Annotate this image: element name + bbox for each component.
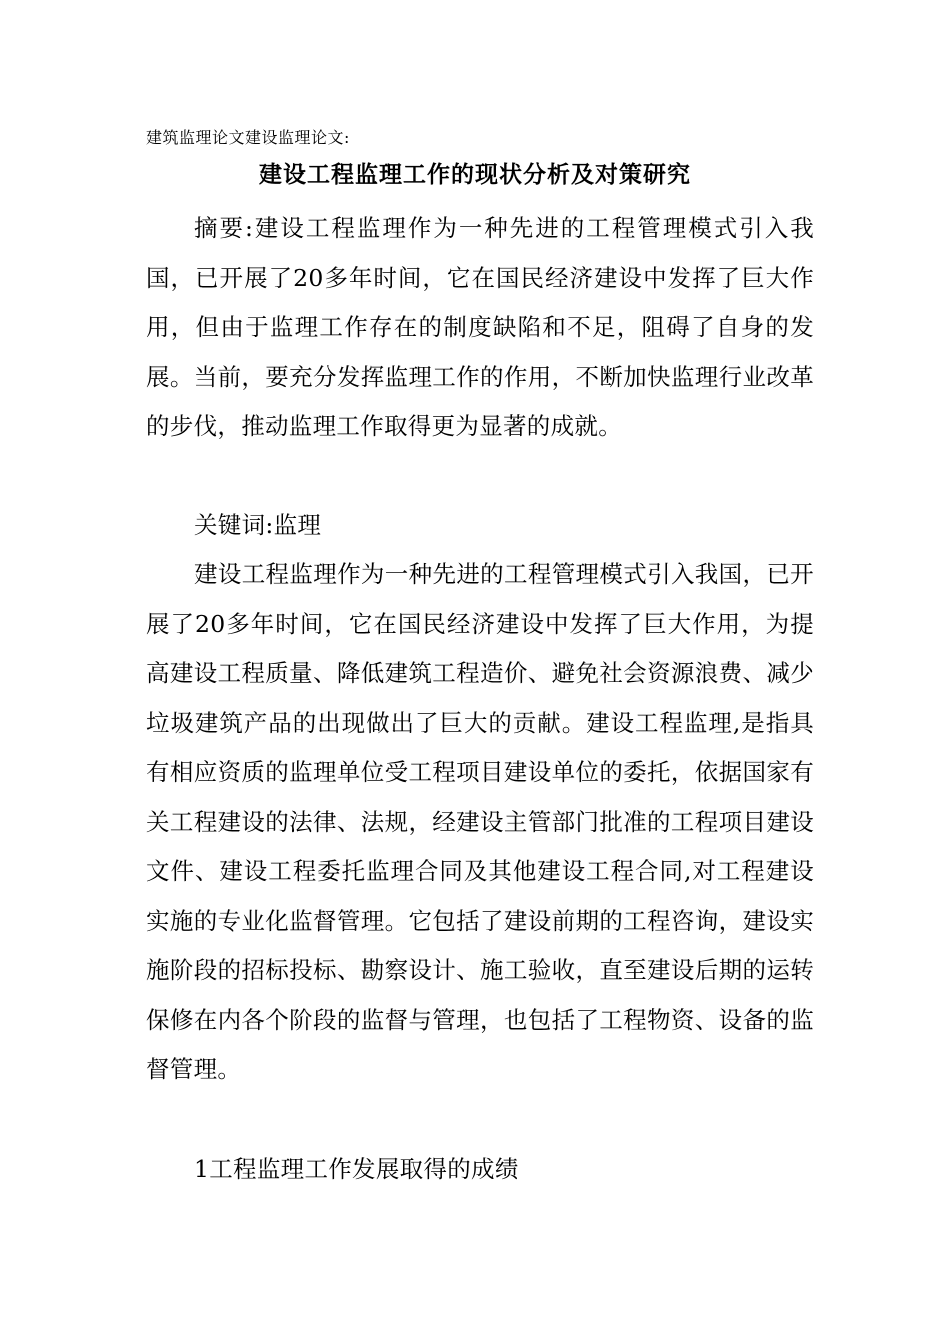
body-paragraph: 建设工程监理作为一种先进的工程管理模式引入我国，已开展了20多年时间，它在国民经济建设中发挥了巨大作用，为提高建设工程质量、降低建筑工程造价、避免社会资源浪费、减少垃圾建筑产品的出现做出了巨大的贡献。建设工程监理,是指具有相应资质的监理单位受工程项目建设单位的委托，依据国家有关工程建设的法律、法规，经建设主管部门批准的工程项目建设文件、建设工程委托监理合同及其他建设工程合同,对工程建设实施的专业化监督管理。它包括了建设前期的工程咨询，建设实施阶段的招标投标、勘察设计、施工验收，直至建设后期的运转保修在内各个阶段的监督与管理，也包括了工程物资、设备的监督管理。 — [146, 560, 814, 1083]
section-heading: 1工程监理工作发展取得的成绩 — [194, 1155, 519, 1183]
document-title: 建设工程监理工作的现状分析及对策研究 — [259, 161, 691, 188]
keywords-line: 关键词:监理 — [194, 511, 322, 539]
document-header-label: 建筑监理论文建设监理论文: — [146, 128, 350, 147]
abstract-paragraph: 摘要:建设工程监理作为一种先进的工程管理模式引入我国，已开展了20多年时间，它在国民经济建设中发挥了巨大作用，但由于监理工作存在的制度缺陷和不足，阻碍了自身的发展。当前，要充分发挥监理工作的作用，不断加快监理行业改革的步伐，推动监理工作取得更为显著的成就。 — [146, 214, 814, 440]
